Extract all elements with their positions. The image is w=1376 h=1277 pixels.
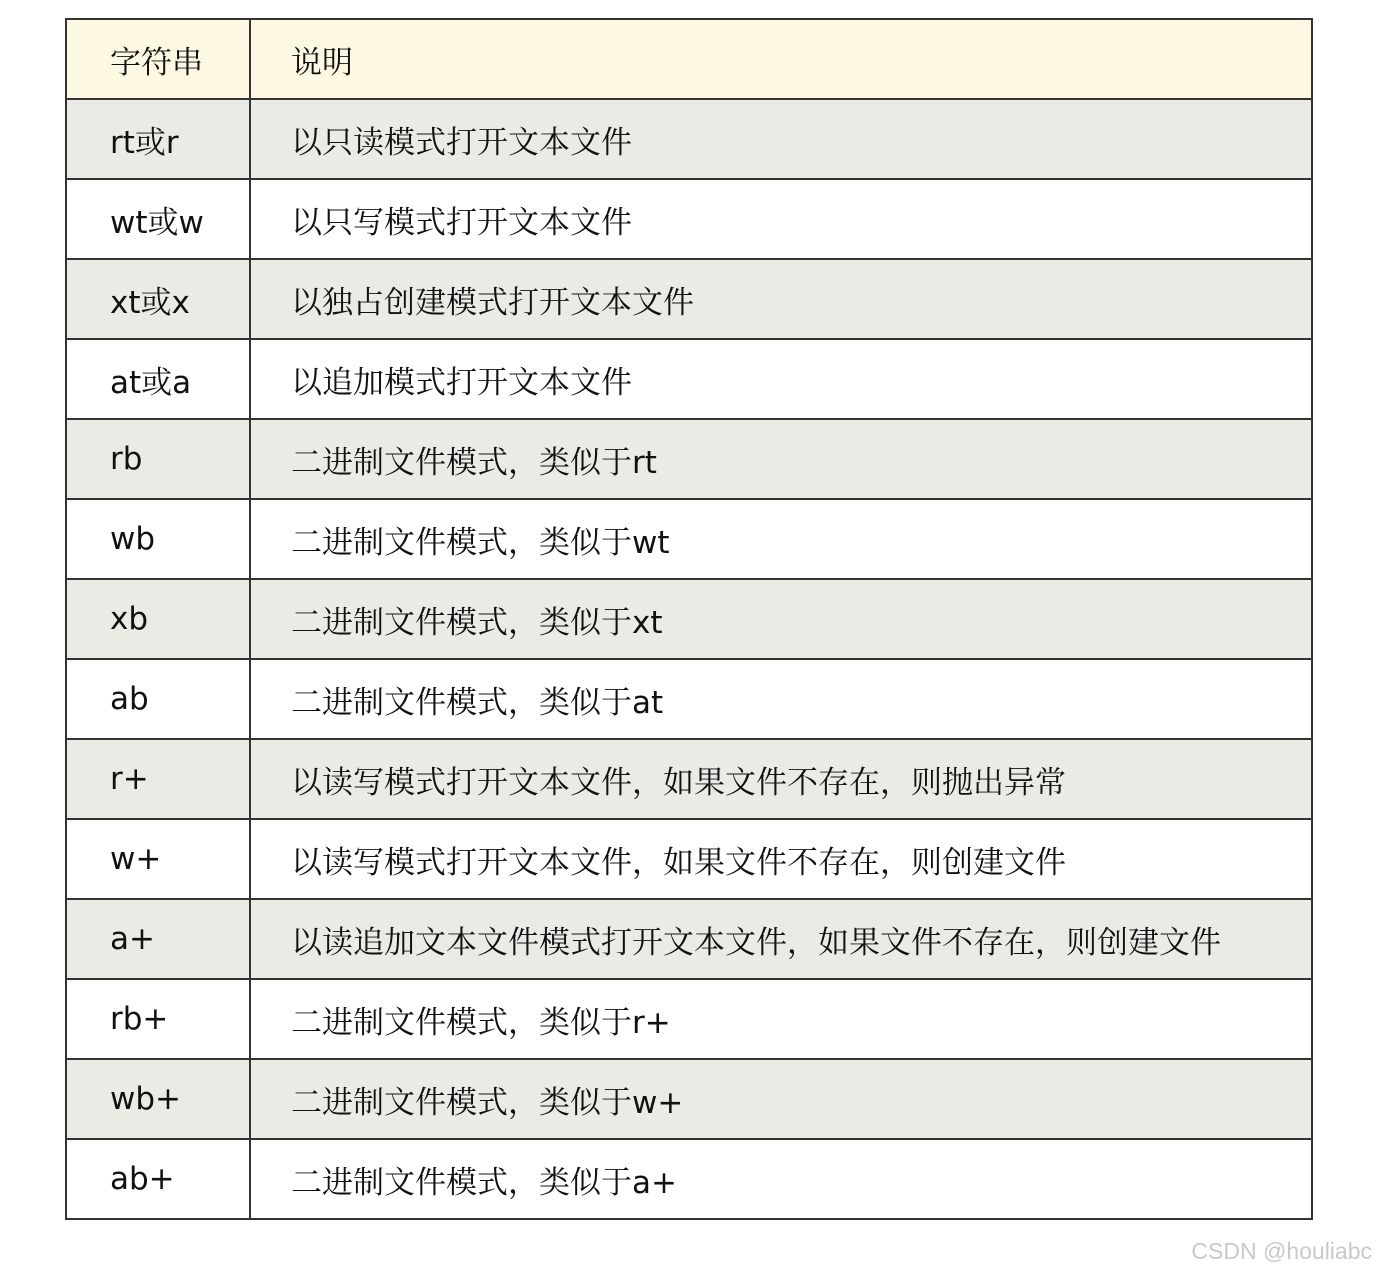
mode-code: rt或r [66,99,250,179]
mode-description: 以读追加文本文件模式打开文本文件，如果文件不存在，则创建文件 [250,899,1312,979]
mode-code: at或a [66,339,250,419]
mode-description: 以追加模式打开文本文件 [250,339,1312,419]
mode-code: wb+ [66,1059,250,1139]
mode-description: 二进制文件模式，类似于rt [250,419,1312,499]
mode-code: xb [66,579,250,659]
mode-description: 二进制文件模式，类似于wt [250,499,1312,579]
mode-code: ab+ [66,1139,250,1219]
mode-description: 二进制文件模式，类似于r+ [250,979,1312,1059]
mode-code: wb [66,499,250,579]
mode-code: r+ [66,739,250,819]
mode-description: 二进制文件模式，类似于a+ [250,1139,1312,1219]
table-row [66,339,1312,419]
table-row [66,579,1312,659]
table-row [66,1059,1312,1139]
table-row [66,499,1312,579]
mode-code: wt或w [66,179,250,259]
mode-description: 二进制文件模式，类似于at [250,659,1312,739]
mode-code: w+ [66,819,250,899]
file-mode-table-container [65,18,1311,1220]
mode-description: 以读写模式打开文本文件，如果文件不存在，则抛出异常 [250,739,1312,819]
table-row [66,739,1312,819]
table-row [66,899,1312,979]
header-description: 说明 [250,19,1312,99]
source-watermark: CSDN @houliabc [1191,1238,1372,1264]
header-code: 字符串 [66,19,250,99]
mode-description: 二进制文件模式，类似于xt [250,579,1312,659]
mode-code: rb [66,419,250,499]
mode-description: 二进制文件模式，类似于w+ [250,1059,1312,1139]
table-row [66,979,1312,1059]
table-row [66,419,1312,499]
table-row [66,259,1312,339]
file-mode-table [65,18,1313,1220]
mode-code: ab [66,659,250,739]
mode-description: 以只读模式打开文本文件 [250,99,1312,179]
table-row [66,99,1312,179]
table-row [66,819,1312,899]
mode-description: 以读写模式打开文本文件，如果文件不存在，则创建文件 [250,819,1312,899]
table-header-row [66,19,1312,99]
mode-description: 以只写模式打开文本文件 [250,179,1312,259]
table-row [66,659,1312,739]
table-row [66,1139,1312,1219]
mode-code: xt或x [66,259,250,339]
mode-description: 以独占创建模式打开文本文件 [250,259,1312,339]
mode-code: rb+ [66,979,250,1059]
mode-code: a+ [66,899,250,979]
table-row [66,179,1312,259]
